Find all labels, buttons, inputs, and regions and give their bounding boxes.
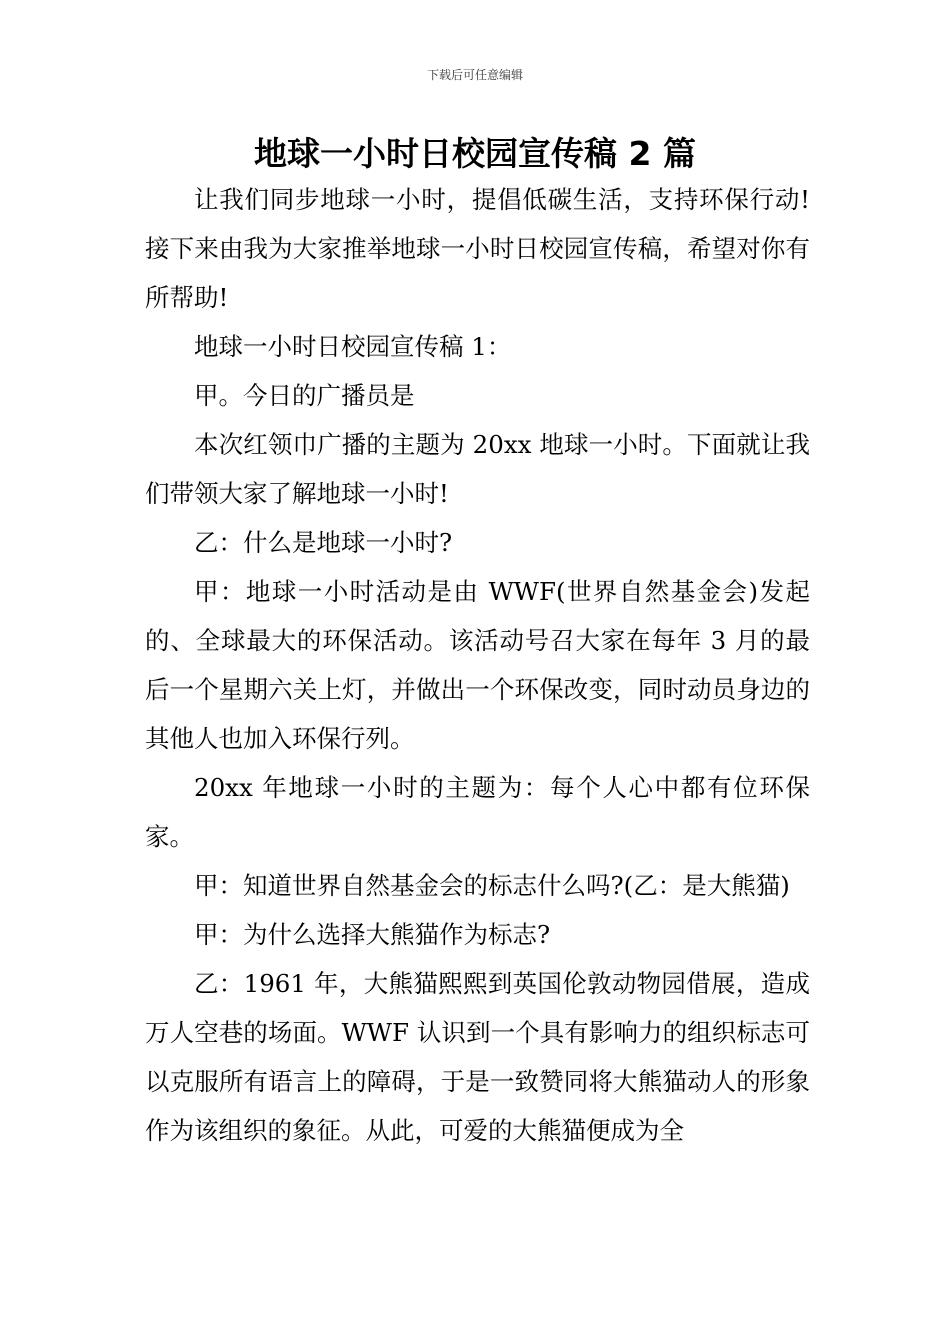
paragraph-dialogue: 本次红领巾广播的主题为 20xx 地球一小时。下面就让我们带领大家了解地球一小时! (145, 430, 810, 508)
paragraph-dialogue: 甲：地球一小时活动是由 WWF(世界自然基金会)发起的、全球最大的环保活动。该活动号召大家在每年 3 月的最后一个星期六关上灯，并做出一个环保改变，同时动员身边的其他人也加入环保行列。 (145, 577, 810, 753)
paragraph-dialogue: 乙：什么是地球一小时? (194, 528, 453, 557)
paragraph-theme: 20xx 年地球一小时的主题为：每个人心中都有位环保家。 (145, 773, 810, 851)
paragraph-section-heading: 地球一小时日校园宣传稿 1： (194, 332, 512, 361)
paragraph-dialogue: 乙：1961 年，大熊猫熙熙到英国伦敦动物园借展，造成万人空巷的场面。WWF 认识到一个具有影响力的组织标志可以克服所有语言上的障碍，于是一致赞同将大熊猫动人的形象作为该组织的象征。从此，可爱的大熊猫便成为全 (145, 969, 810, 1145)
paragraph-dialogue: 甲。今日的广播员是 (194, 381, 415, 410)
paragraph-intro: 让我们同步地球一小时，提倡低碳生活，支持环保行动!接下来由我为大家推举地球一小时日校园宣传稿，希望对你有所帮助! (145, 185, 810, 312)
page-header-note: 下载后可任意编辑 (426, 68, 523, 82)
paragraph-dialogue: 甲：知道世界自然基金会的标志什么吗?(乙：是大熊猫) (194, 871, 790, 900)
document-body (145, 175, 810, 1155)
paragraph-dialogue: 甲：为什么选择大熊猫作为标志? (194, 920, 551, 949)
document-title: 地球一小时日校园宣传稿 2 篇 (254, 134, 696, 173)
